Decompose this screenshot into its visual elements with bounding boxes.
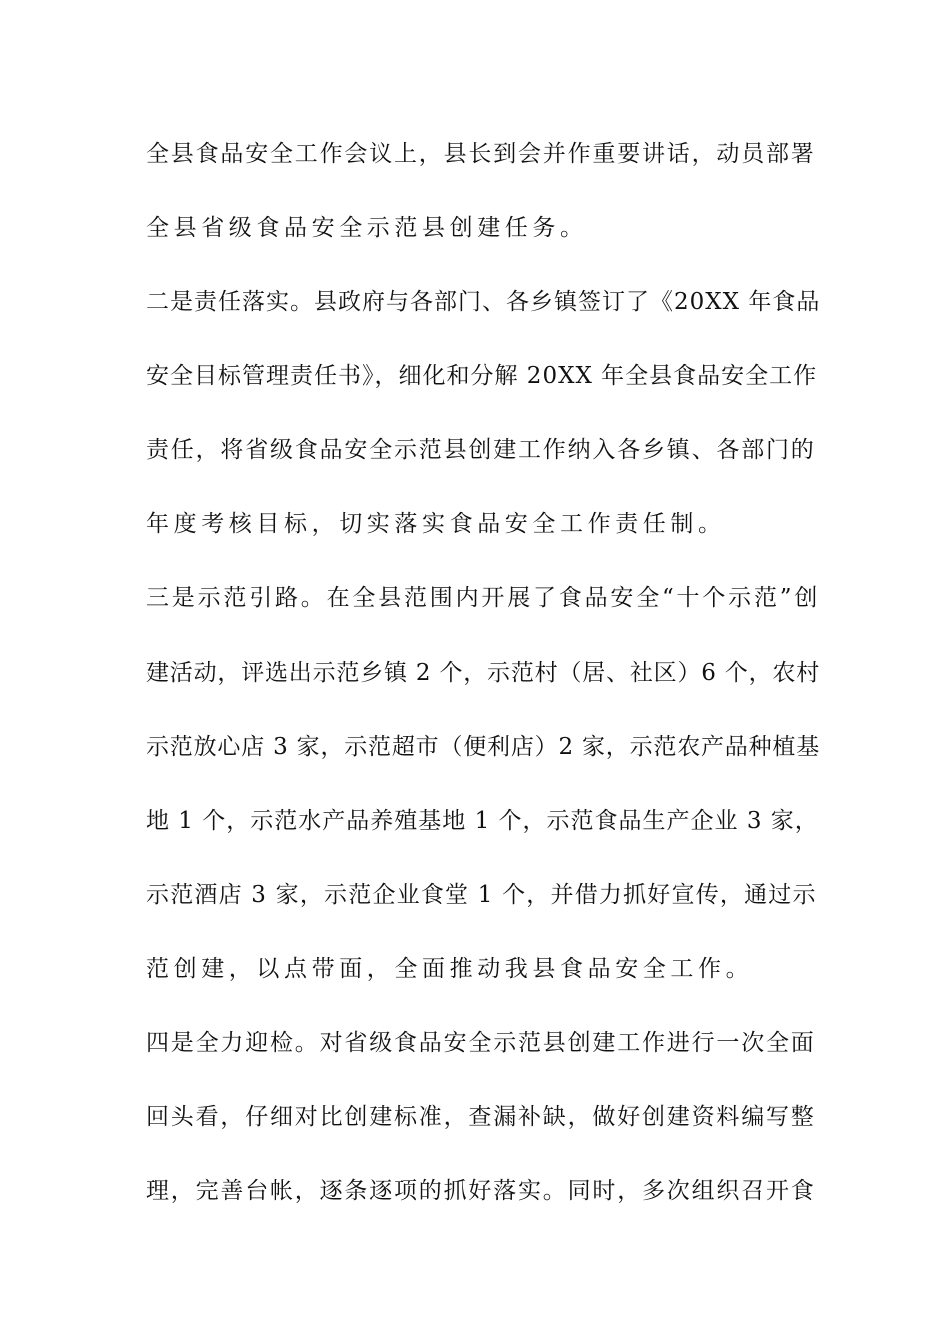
body-text-line: 安全目标管理责任书》，细化和分解 20XX 年全县食品安全工作 xyxy=(146,363,818,389)
body-text-line: 二是责任落实。县政府与各部门、各乡镇签订了《20XX 年食品 xyxy=(146,289,821,315)
body-text-line: 示范放心店 3 家，示范超市（便利店）2 家，示范农产品种植基 xyxy=(146,734,820,760)
body-text-line: 示范酒店 3 家，示范企业食堂 1 个，并借力抓好宣传，通过示 xyxy=(146,882,817,908)
body-text-line: 年度考核目标，切实落实食品安全工作责任制。 xyxy=(146,511,726,537)
body-text-line: 全县食品安全工作会议上，县长到会并作重要讲话，动员部署 xyxy=(146,141,816,167)
body-text-line: 三是示范引路。在全县范围内开展了食品安全“十个示范”创 xyxy=(146,585,821,611)
body-text-line: 地 1 个，示范水产品养殖基地 1 个，示范食品生产企业 3 家， xyxy=(146,808,819,834)
body-text-line: 四是全力迎检。对省级食品安全示范县创建工作进行一次全面 xyxy=(146,1030,816,1056)
body-text-line: 回头看，仔细对比创建标准，查漏补缺，做好创建资料编写整 xyxy=(146,1104,816,1130)
body-text-line: 责任，将省级食品安全示范县创建工作纳入各乡镇、各部门的 xyxy=(146,437,816,463)
body-text-line: 理，完善台帐，逐条逐项的抓好落实。同时，多次组织召开食 xyxy=(146,1178,816,1204)
body-text-line: 全县省级食品安全示范县创建任务。 xyxy=(146,215,588,241)
body-text-line: 建活动，评选出示范乡镇 2 个，示范村（居、社区）6 个，农村 xyxy=(146,660,820,686)
body-text-line: 范创建，以点带面，全面推动我县食品安全工作。 xyxy=(146,956,754,982)
